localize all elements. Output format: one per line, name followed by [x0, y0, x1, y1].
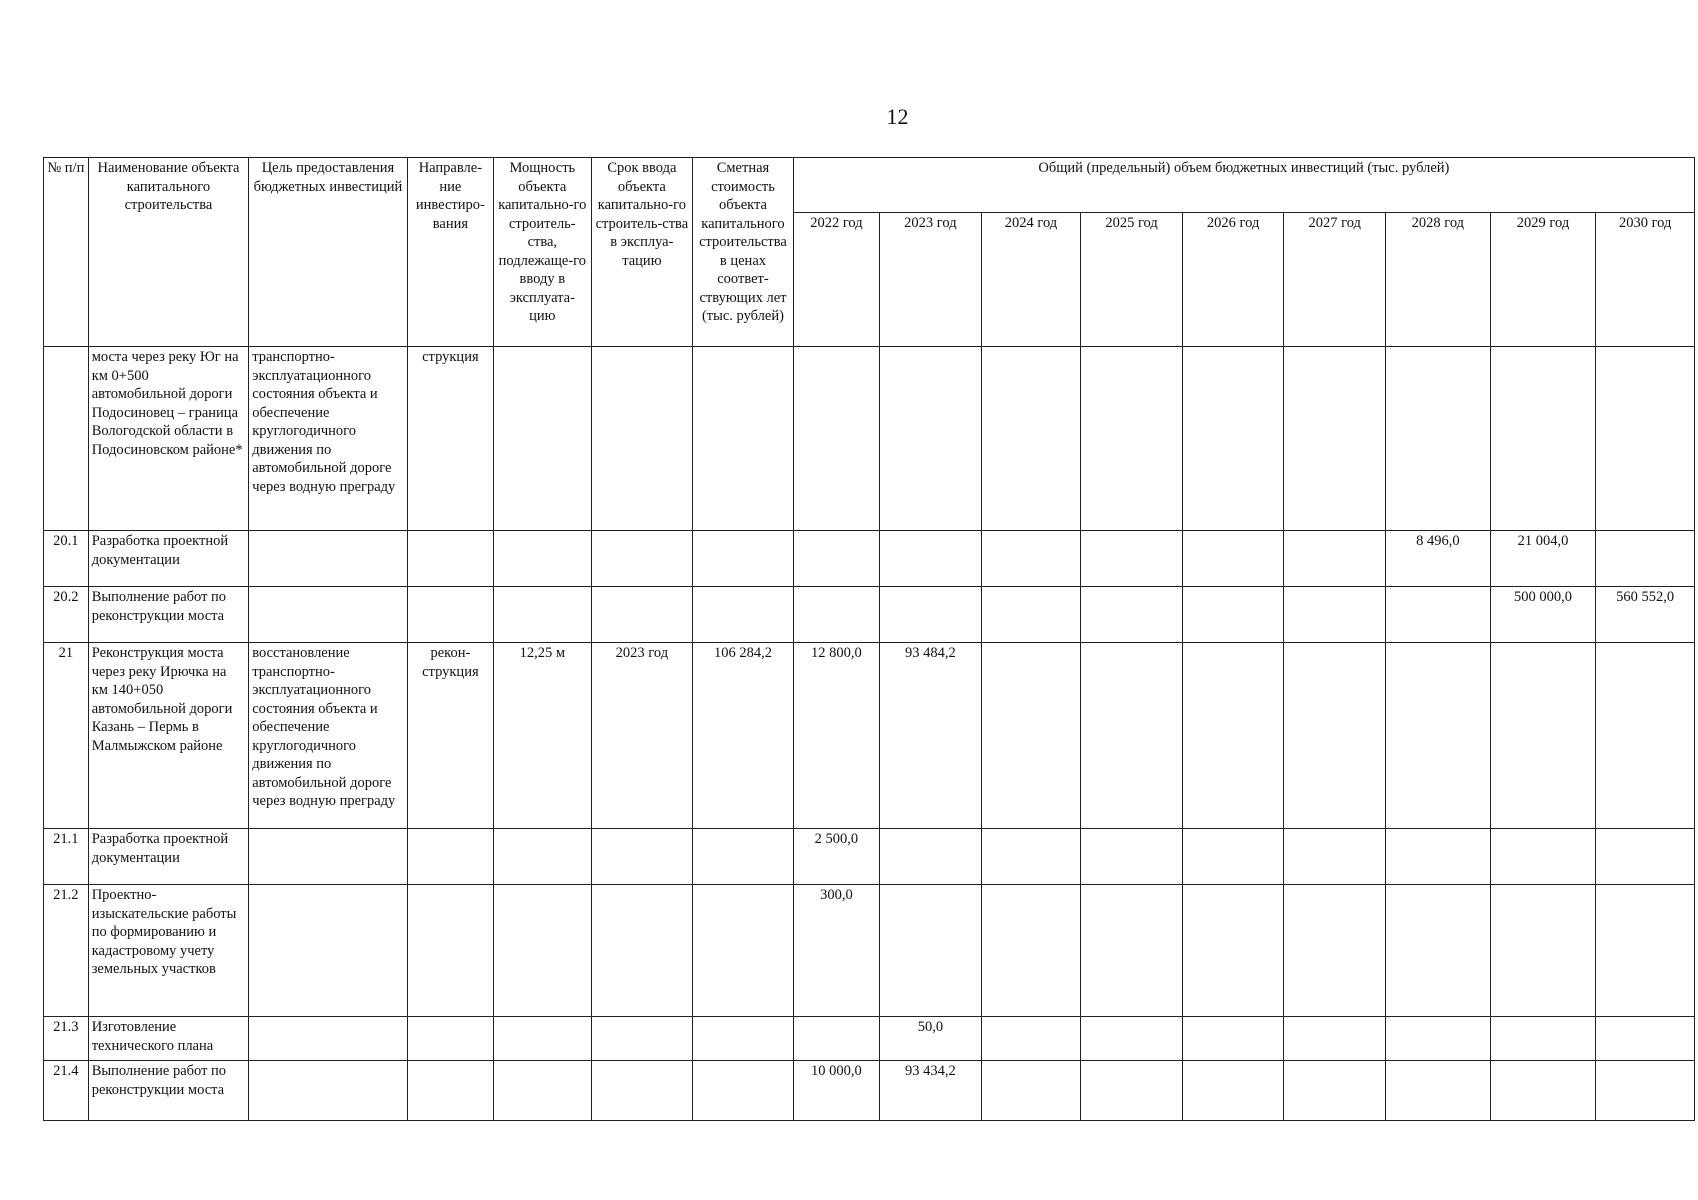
header-year: 2022 год [793, 213, 879, 347]
cell-year-value: 300,0 [793, 885, 879, 1017]
cell-year-value [793, 531, 879, 587]
cell-cost [693, 1017, 794, 1061]
header-year: 2027 год [1284, 213, 1386, 347]
cell-goal [249, 1017, 407, 1061]
cell-capacity [494, 885, 592, 1017]
cell-name: Разработка проектной документации [88, 829, 249, 885]
cell-num: 20.1 [44, 531, 89, 587]
cell-year-value [1284, 1061, 1386, 1121]
cell-year-value [1596, 347, 1695, 531]
table-row [44, 885, 1695, 1017]
cell-year-value [981, 829, 1081, 885]
cell-goal [249, 1061, 407, 1121]
header-year: 2029 год [1490, 213, 1596, 347]
header-num: № п/п [44, 158, 89, 347]
cell-year-value [1284, 885, 1386, 1017]
cell-year-value [1081, 587, 1183, 643]
cell-year-value [1490, 643, 1596, 829]
cell-name: Разработка проектной документации [88, 531, 249, 587]
cell-year-value [981, 885, 1081, 1017]
cell-year-value [1081, 347, 1183, 531]
cell-goal: транспортно-эксплуатационного состояния объекта и обеспечение круглогодичного движения по автомобильной дороге через водную преграду [249, 347, 407, 531]
cell-year-value [880, 347, 982, 531]
header-name: Наименование объекта капитального строительства [88, 158, 249, 347]
cell-name: Реконструкция моста через реку Ирючка на км 140+050 автомобильной дороги Казань – Пермь в Малмыжском районе [88, 643, 249, 829]
cell-cost [693, 1061, 794, 1121]
cell-year-value [1182, 885, 1284, 1017]
header-cost: Сметная стоимость объекта капитального строительства в ценах соответ-ствующих лет (тыс. рублей) [693, 158, 794, 347]
header-year: 2025 год [1081, 213, 1183, 347]
cell-year-value [1386, 829, 1491, 885]
cell-year-value [981, 531, 1081, 587]
cell-year-value [1284, 587, 1386, 643]
cell-year-value [1182, 1017, 1284, 1061]
cell-year-value [880, 587, 982, 643]
cell-year-value [1284, 531, 1386, 587]
cell-year-value: 2 500,0 [793, 829, 879, 885]
cell-year-value [1490, 347, 1596, 531]
cell-year-value: 8 496,0 [1386, 531, 1491, 587]
header-year: 2028 год [1386, 213, 1491, 347]
cell-num [44, 347, 89, 531]
cell-year-value [1386, 347, 1491, 531]
header-capacity: Мощность объекта капитально-го строитель-ства, подлежаще-го вводу в эксплуата-цию [494, 158, 592, 347]
cell-year-value [1386, 587, 1491, 643]
cell-year-value [1182, 531, 1284, 587]
cell-year-value [1081, 1017, 1183, 1061]
cell-year-value [1490, 885, 1596, 1017]
table-row [44, 347, 1695, 531]
cell-term [591, 587, 693, 643]
cell-year-value [1386, 643, 1491, 829]
cell-year-value [981, 1017, 1081, 1061]
cell-direction [407, 1017, 493, 1061]
cell-num: 21.4 [44, 1061, 89, 1121]
cell-year-value [1490, 829, 1596, 885]
cell-year-value [793, 347, 879, 531]
cell-direction: струкция [407, 347, 493, 531]
cell-year-value: 93 484,2 [880, 643, 982, 829]
cell-year-value: 21 004,0 [1490, 531, 1596, 587]
cell-goal: восстановление транспортно-эксплуатационного состояния объекта и обеспечение круглогодичного движения по автомобильной дороге через водную преграду [249, 643, 407, 829]
cell-capacity [494, 1061, 592, 1121]
cell-year-value [793, 587, 879, 643]
cell-goal [249, 829, 407, 885]
cell-year-value: 560 552,0 [1596, 587, 1695, 643]
header-year: 2026 год [1182, 213, 1284, 347]
cell-term [591, 347, 693, 531]
cell-year-value [1284, 1017, 1386, 1061]
cell-year-value [1490, 1017, 1596, 1061]
cell-year-value: 500 000,0 [1490, 587, 1596, 643]
cell-year-value [880, 885, 982, 1017]
cell-year-value [1386, 1017, 1491, 1061]
cell-year-value [981, 1061, 1081, 1121]
cell-direction [407, 587, 493, 643]
cell-direction [407, 531, 493, 587]
cell-year-value [1284, 643, 1386, 829]
cell-goal [249, 885, 407, 1017]
cell-year-value [1386, 1061, 1491, 1121]
header-year: 2030 год [1596, 213, 1695, 347]
page-number: 12 [886, 104, 909, 129]
cell-term [591, 885, 693, 1017]
cell-year-value: 10 000,0 [793, 1061, 879, 1121]
table-row [44, 587, 1695, 643]
cell-term [591, 531, 693, 587]
cell-year-value [981, 347, 1081, 531]
cell-capacity [494, 587, 592, 643]
cell-year-value [1182, 643, 1284, 829]
cell-year-value [1596, 885, 1695, 1017]
cell-year-value [1081, 1061, 1183, 1121]
cell-year-value [793, 1017, 879, 1061]
cell-year-value [880, 531, 982, 587]
cell-num: 21.1 [44, 829, 89, 885]
cell-num: 21.2 [44, 885, 89, 1017]
cell-year-value [981, 643, 1081, 829]
cell-cost [693, 885, 794, 1017]
header-direction: Направле-ние инвестиро-вания [407, 158, 493, 347]
cell-capacity [494, 347, 592, 531]
header-total: Общий (предельный) объем бюджетных инвестиций (тыс. рублей) [793, 158, 1694, 213]
cell-year-value: 50,0 [880, 1017, 982, 1061]
cell-year-value [880, 829, 982, 885]
cell-year-value [1490, 1061, 1596, 1121]
cell-name: Выполнение работ по реконструкции моста [88, 587, 249, 643]
cell-term [591, 829, 693, 885]
cell-year-value [1596, 643, 1695, 829]
cell-direction [407, 885, 493, 1017]
header-term: Срок ввода объекта капитально-го строитель-ства в эксплуа-тацию [591, 158, 693, 347]
cell-name: Выполнение работ по реконструкции моста [88, 1061, 249, 1121]
table-row [44, 643, 1695, 829]
cell-year-value [1596, 531, 1695, 587]
cell-num: 21.3 [44, 1017, 89, 1061]
cell-year-value [1596, 1061, 1695, 1121]
cell-name: моста через реку Юг на км 0+500 автомобильной дороги Подосиновец – граница Вологодской области в Подосиновском районе* [88, 347, 249, 531]
cell-year-value [1081, 885, 1183, 1017]
cell-year-value [1284, 829, 1386, 885]
cell-year-value [1081, 829, 1183, 885]
cell-cost: 106 284,2 [693, 643, 794, 829]
table-row [44, 1017, 1695, 1061]
cell-cost [693, 347, 794, 531]
cell-name: Изготовление технического плана [88, 1017, 249, 1061]
cell-year-value [1284, 347, 1386, 531]
cell-num: 21 [44, 643, 89, 829]
cell-year-value [1182, 587, 1284, 643]
cell-year-value [1596, 1017, 1695, 1061]
header-goal: Цель предоставления бюджетных инвестиций [249, 158, 407, 347]
cell-term [591, 1061, 693, 1121]
cell-year-value [1182, 829, 1284, 885]
cell-year-value [1596, 829, 1695, 885]
cell-capacity: 12,25 м [494, 643, 592, 829]
cell-capacity [494, 531, 592, 587]
cell-year-value: 12 800,0 [793, 643, 879, 829]
cell-goal [249, 531, 407, 587]
table-row [44, 1061, 1695, 1121]
cell-year-value [1182, 347, 1284, 531]
cell-goal [249, 587, 407, 643]
cell-term: 2023 год [591, 643, 693, 829]
cell-year-value [1182, 1061, 1284, 1121]
cell-cost [693, 531, 794, 587]
budget-investment-table [43, 157, 1695, 1121]
cell-year-value [1081, 531, 1183, 587]
cell-direction [407, 1061, 493, 1121]
cell-year-value [1081, 643, 1183, 829]
cell-cost [693, 587, 794, 643]
cell-year-value [1386, 885, 1491, 1017]
cell-term [591, 1017, 693, 1061]
table-row [44, 829, 1695, 885]
cell-capacity [494, 829, 592, 885]
cell-year-value [981, 587, 1081, 643]
cell-name: Проектно-изыскательские работы по формированию и кадастровому учету земельных участков [88, 885, 249, 1017]
cell-direction: рекон-струкция [407, 643, 493, 829]
cell-cost [693, 829, 794, 885]
header-year: 2024 год [981, 213, 1081, 347]
table-row [44, 531, 1695, 587]
cell-capacity [494, 1017, 592, 1061]
cell-direction [407, 829, 493, 885]
header-year: 2023 год [880, 213, 982, 347]
cell-year-value: 93 434,2 [880, 1061, 982, 1121]
cell-num: 20.2 [44, 587, 89, 643]
